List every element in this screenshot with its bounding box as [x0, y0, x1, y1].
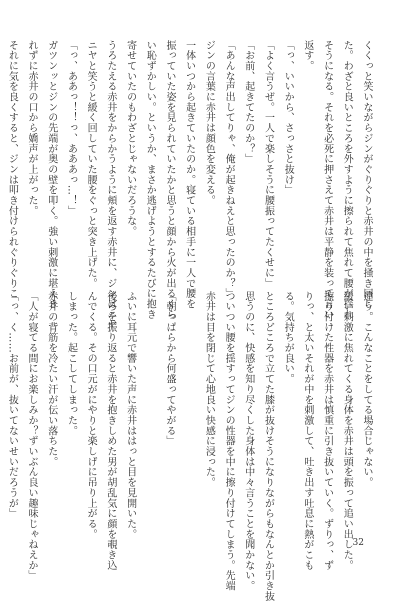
text-line: ニヤと笑うと緩く回していた腰をぐっと突き上げた。: [85, 40, 97, 289]
text-line: 「っ、く……お前が、抜いてないせいだろうが」: [6, 291, 18, 519]
text-line: る。気持ちが良い。: [282, 291, 294, 385]
text-line: 違う。こんなことをしてる場合じゃない。: [361, 291, 372, 488]
text-line: 赤井は目を閉じて心地良い快感に浸った。: [203, 291, 215, 488]
text-line: 赤井の背筋を冷たい汗が伝い落ちた。: [45, 291, 57, 467]
text-block-top: [6, 40, 376, 330]
text-line: 「朝っぱらから何盛ってやがる」: [163, 291, 175, 447]
text-line: ついつい腰を揺すってジンの性器を中に擦り付けてしまう。先端: [223, 291, 235, 592]
text-line: 返す。: [301, 40, 313, 72]
text-line: ジンの言葉に赤井は顔色を変える。: [203, 40, 215, 206]
text-line: りっ、と太いそれが中を刺激して、吐き出す吐息に熱がこも: [301, 291, 313, 571]
text-line: 「よく言うぜ。一人で楽しそうに腰振ってたくせに」: [262, 40, 274, 289]
text-line: ふいに耳元で響いた声に赤井ははっと目を見開いた。: [124, 291, 136, 540]
text-line: それに気を良くすると、ジンは叩き付けられぐりぐりこ: [6, 40, 18, 299]
text-line: うろたえる赤井をからかうように頬を返す赤井に、ジンはニヤ: [104, 40, 116, 330]
text-line: 後ろを振り返ると赤井を抱きしめた男が胡乱気に顔を覗き込: [104, 291, 116, 571]
text-line: ガツンッとジンの先端が奥の壁を叩く。強い刺激に堪えき: [45, 40, 57, 310]
text-line: ところどころで立てた膝が抜けそうになりながらもなんとか引き抜: [262, 291, 274, 602]
text-line: 振っていた姿を見られていたかと思うと顔から火が出るくら: [163, 40, 175, 320]
text-line: れずに赤井の口から嬌声が上がった。: [26, 40, 38, 216]
text-line: [179, 291, 199, 532]
text-line: 擦り付けた性器を赤井は慎重に引き抜いていく。ずりっ、ず: [321, 291, 333, 571]
page-number: 32: [352, 538, 364, 548]
text-line: くくっと笑いながらジンがぐりぐりと赤井の中を掻き回し: [361, 40, 372, 310]
text-line: 緩い刺激に焦れてくる身体を赤井は頭を振って追い出した。: [341, 291, 353, 571]
text-line: 「お前、起きてたのか？」: [242, 40, 254, 165]
text-line: た。わざと良いところを外すように擦られて焦れて腰が揺れ: [341, 40, 353, 320]
text-line: んでくる。その口元がにやりと楽しげに吊り上がる。: [85, 291, 97, 540]
text-line: そうになる。それを必死に押さえて赤井は平静を装って言い: [321, 40, 333, 320]
text-line: い恥ずかしい。というか、まさか逃げようとするたびに抱き: [144, 40, 156, 320]
text-line: 「っ、ああっ！！っ、あああっ…！」: [65, 40, 77, 216]
text-line: 寄せていたのもわざとじゃないだろうな。: [124, 40, 136, 237]
text-line: 「人が寝てる間にお楽しみか？ずいぶん良い趣味じゃねえか」: [26, 291, 38, 581]
text-line: [140, 291, 160, 532]
text-line: しまった。起こしてしまった。: [65, 291, 77, 436]
text-line: 思うのに、快感を知り尽くした身体は中々言うことを聞かない。: [242, 291, 254, 592]
text-line: [0, 40, 2, 281]
text-line: 「っ、いいから、さっさと抜け」: [282, 40, 294, 196]
text-line: 「あんな声出してりゃ、俺が起きねえと思ったのか？」: [223, 40, 235, 299]
text-line: 一体いつから起きていたのか。寝ている相手に一人で腰を: [183, 40, 195, 310]
